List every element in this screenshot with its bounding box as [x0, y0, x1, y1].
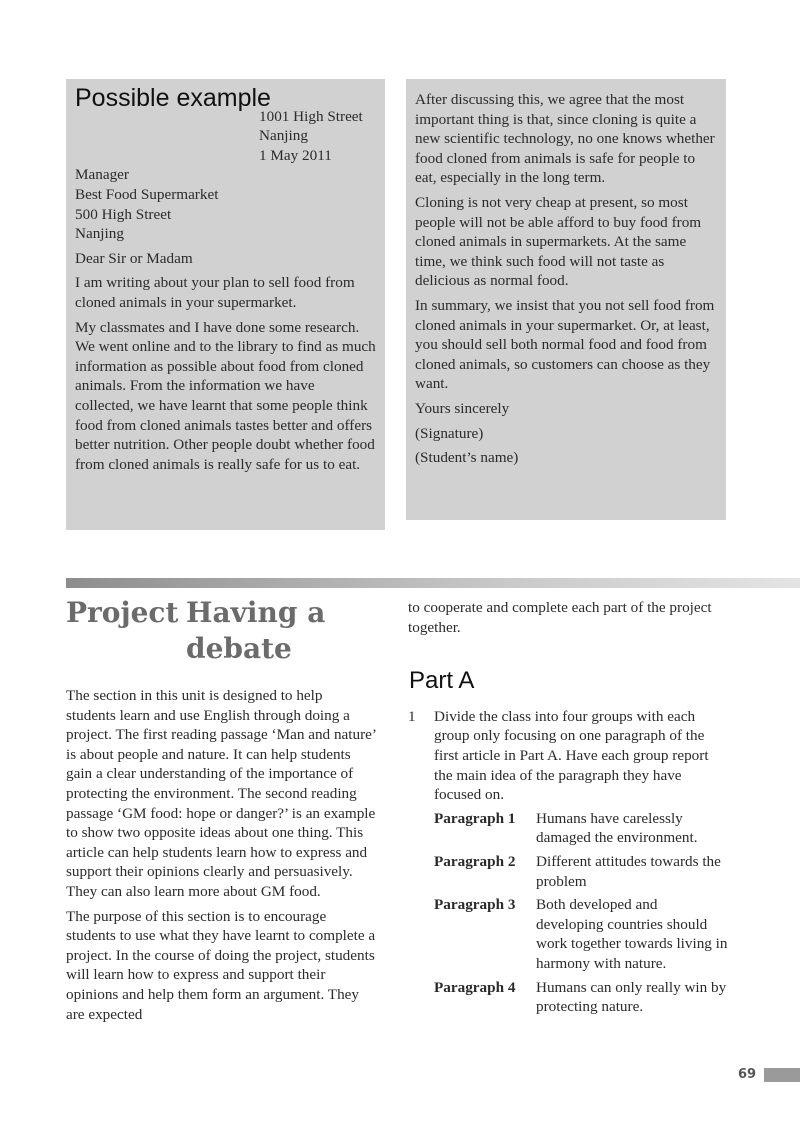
recipient-address-line: Manager [75, 166, 129, 184]
project-title-topic: Having a debate [186, 596, 326, 665]
project-steps-column [408, 598, 728, 1021]
student-name: (Student’s name) [415, 449, 519, 467]
sender-address-line: 1001 High Street [259, 107, 363, 125]
step-number: 1 [408, 707, 416, 725]
letter-paragraph: Cloning is not very cheap at present, so most people will not be able afford to buy food from cloned animals in supermarkets. At the same time, we think such food will not taste as delicious as normal food. [415, 193, 702, 290]
paragraph-label: Paragraph 4 [434, 978, 516, 996]
sender-address-line: Nanjing [259, 127, 308, 145]
part-a-heading: Part A [409, 667, 475, 695]
paragraph-summary-row [434, 852, 728, 891]
paragraph-summary-row [434, 978, 728, 1017]
letter-paragraph: My classmates and I have done some research. We went online and to the library to find as much information as possible about food from cloned animals. From the information we have collected, we have learnt that some people think food from cloned animals tastes better and offers better nutrition. Other people doubt whether food from cloned animals is really safe for us to eat. [75, 318, 376, 473]
paragraph-label: Paragraph 2 [434, 852, 516, 870]
page-number: 69 [738, 1067, 757, 1082]
page-number-bar [764, 1068, 800, 1082]
recipient-address-line: 500 High Street [75, 205, 172, 223]
paragraph-summary: Both developed and developing countries should work together towards living in harmony with nature. [536, 896, 728, 972]
letter-paragraph: After discussing this, we agree that the most important thing is that, since cloning is quite a new scientific technology, no one knows whether food cloned from animals is safe for people to eat, especially in the long term. [415, 91, 715, 187]
sender-address [259, 107, 376, 166]
example-letter-left-box [66, 79, 385, 530]
project-title-label: Project [66, 596, 179, 629]
letter-paragraph: In summary, we insist that you not sell food from cloned animals in your supermarket. Or, at least, you should sell both normal food and food from cloned animals, so customers can choose as they want. [415, 296, 715, 393]
step-text: Divide the class into four groups with each group only focusing on one paragraph of the first article in Part A. Have each group report the main idea of the paragraph they have focused on. [434, 707, 709, 804]
example-heading: Possible example [75, 84, 271, 112]
step-item [408, 707, 728, 805]
paragraph-summary: Humans can only really win by protecting nature. [536, 978, 727, 1016]
paragraph-label: Paragraph 1 [434, 809, 516, 827]
project-paragraph: The section in this unit is designed to help students learn and use English through doing a project. The first reading passage ‘Man and nature’ is about people and nature. It can help students gain a clear understanding of the importance of protecting the environment. The second reading passage ‘GM food: hope or danger?’ is an example to show two opposite ideas about one thing. This article can help students learn how to express and support their opinions clearly and persuasively. They can also learn more about GM food. [66, 687, 376, 900]
paragraph-summary: Different attitudes towards the problem [536, 852, 721, 890]
project-title [66, 595, 326, 665]
paragraph-summary: Humans have carelessly damaged the environment. [536, 809, 698, 847]
sender-address-line: 1 May 2011 [259, 146, 332, 164]
paragraph-summary-row [434, 809, 728, 848]
letter-paragraph: I am writing about your plan to sell food from cloned animals in your supermarket. [75, 274, 355, 311]
example-letter-right-box [406, 79, 726, 520]
section-divider [66, 578, 800, 588]
closing: Yours sincerely [415, 399, 510, 417]
paragraph-summary-row [434, 895, 728, 973]
project-intro-column [66, 686, 376, 1029]
signature: (Signature) [415, 424, 484, 442]
recipient-address [75, 165, 376, 243]
paragraph-label: Paragraph 3 [434, 896, 516, 914]
recipient-address-line: Best Food Supermarket [75, 185, 219, 203]
project-continuation: to cooperate and complete each part of the project together. [408, 599, 712, 636]
recipient-address-line: Nanjing [75, 225, 124, 243]
project-paragraph: The purpose of this section is to encourage students to use what they have learnt to complete a project. In the course of doing the project, students will learn how to express and support their opinions and help them form an argument. They are expected [66, 907, 376, 1023]
salutation: Dear Sir or Madam [75, 249, 193, 267]
